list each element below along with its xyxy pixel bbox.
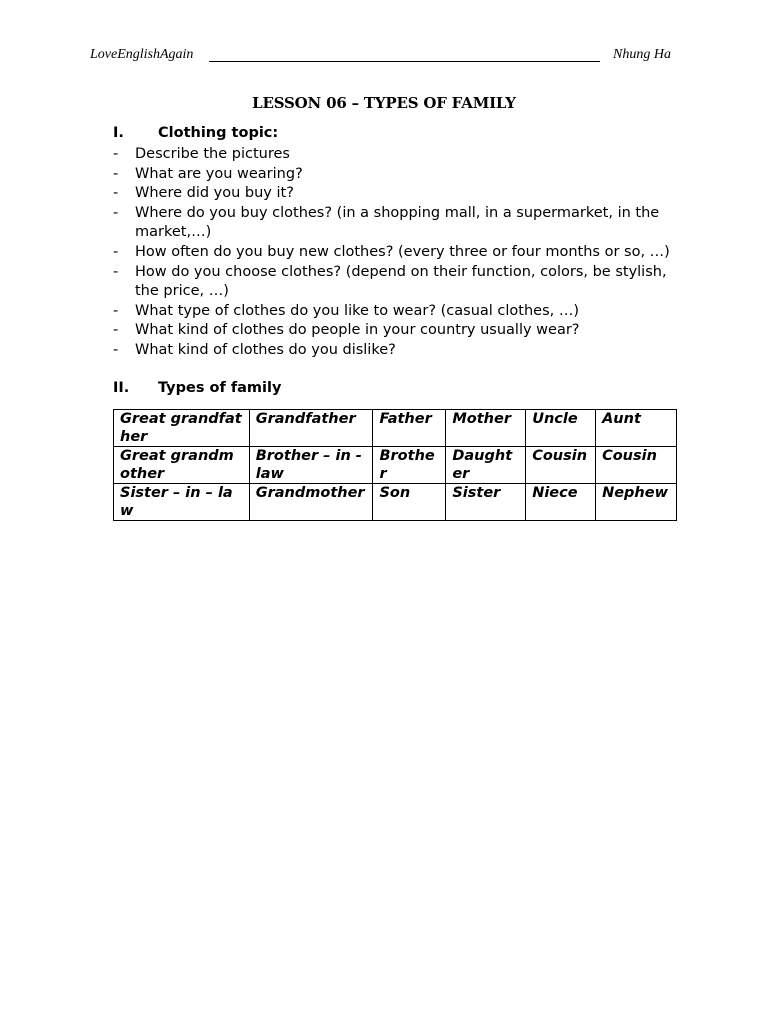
table-cell: Brother – in - law xyxy=(249,447,373,484)
list-item-text: How do you choose clothes? (depend on their function, colors, be stylish, the price, …) xyxy=(135,263,667,300)
bullet-dash: - xyxy=(113,165,119,182)
list-item xyxy=(113,145,673,165)
lesson-title: LESSON 06 – TYPES OF FAMILY xyxy=(252,94,516,112)
list-item-text: Where do you buy clothes? (in a shopping mall, in a supermarket, in the market,…) xyxy=(135,204,660,241)
table-cell: Son xyxy=(373,484,446,521)
list-item xyxy=(113,263,673,302)
bullet-dash: - xyxy=(113,302,119,319)
header-right-text: Nhung Ha xyxy=(613,47,671,62)
section-2-title: Types of family xyxy=(158,380,282,396)
list-item xyxy=(113,184,673,204)
list-item xyxy=(113,243,673,263)
bullet-dash: - xyxy=(113,204,119,221)
table-cell: Nephew xyxy=(596,484,677,521)
table-cell: Sister xyxy=(446,484,526,521)
bullet-dash: - xyxy=(113,185,119,202)
table-cell: Daughter xyxy=(446,447,526,484)
list-item-text: What kind of clothes do you dislike? xyxy=(135,341,396,358)
list-item xyxy=(113,204,673,243)
header-rule xyxy=(209,61,600,62)
list-item xyxy=(113,341,673,361)
table-cell: Mother xyxy=(446,410,526,447)
bullet-dash: - xyxy=(113,243,119,260)
page-header xyxy=(90,47,671,67)
table-cell: Brother xyxy=(373,447,446,484)
table-cell: Cousin xyxy=(526,447,596,484)
table-cell: Cousin xyxy=(596,447,677,484)
table-cell: Father xyxy=(373,410,446,447)
table-cell: Great grandmother xyxy=(114,447,250,484)
bullet-dash: - xyxy=(113,341,119,358)
section-1-heading xyxy=(113,125,278,141)
table-row xyxy=(114,410,677,447)
table-cell: Grandmother xyxy=(249,484,373,521)
table-row xyxy=(114,484,677,521)
list-item-text: Describe the pictures xyxy=(135,146,290,162)
table-cell: Grandfather xyxy=(249,410,373,447)
section-1-title: Clothing topic: xyxy=(158,125,279,141)
list-item xyxy=(113,321,673,341)
bullet-dash: - xyxy=(113,263,119,280)
table-cell: Great grandfather xyxy=(114,410,250,447)
section-1-number: I. xyxy=(113,125,124,141)
list-item xyxy=(113,302,673,322)
list-item-text: What are you wearing? xyxy=(135,165,303,182)
bullet-dash: - xyxy=(113,322,119,339)
bullet-dash: - xyxy=(113,146,119,162)
table-row xyxy=(114,447,677,484)
list-item xyxy=(113,165,673,185)
header-left-text: LoveEnglishAgain xyxy=(90,47,194,62)
list-item-text: How often do you buy new clothes? (every three or four months or so, …) xyxy=(135,243,670,260)
list-item-text: What kind of clothes do people in your country usually wear? xyxy=(135,322,580,339)
clothing-question-list xyxy=(113,145,673,361)
table-cell: Niece xyxy=(526,484,596,521)
list-item-text: Where did you buy it? xyxy=(135,185,294,202)
section-2-heading xyxy=(113,380,281,396)
family-members-table xyxy=(113,409,677,521)
list-item-text: What type of clothes do you like to wear? (casual clothes, …) xyxy=(135,302,580,319)
table-cell: Uncle xyxy=(526,410,596,447)
table-cell: Aunt xyxy=(596,410,677,447)
section-2-number: II. xyxy=(113,380,130,396)
table-cell: Sister – in – law xyxy=(114,484,250,521)
